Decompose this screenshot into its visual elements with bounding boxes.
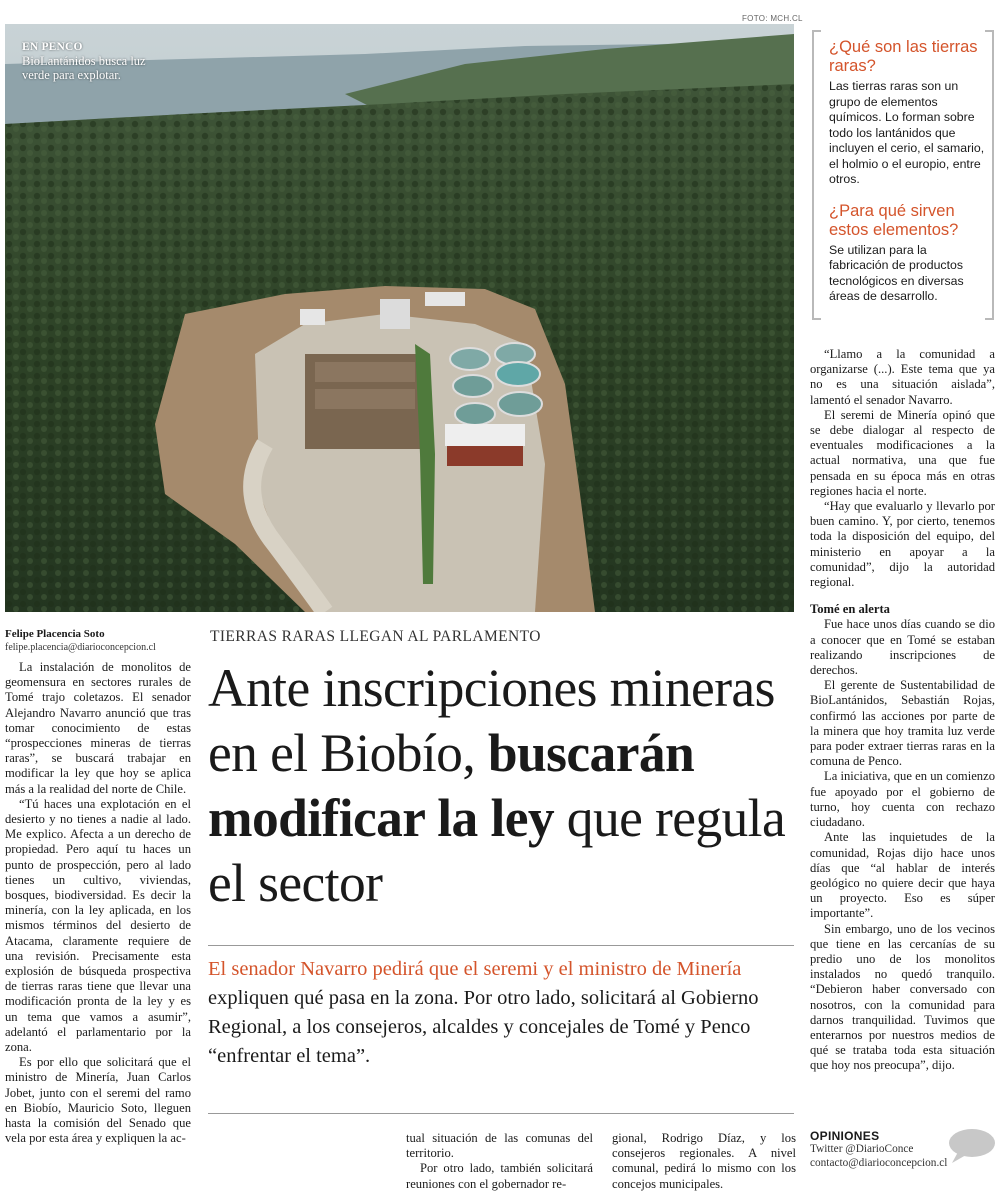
deck [208, 955, 794, 1071]
headline-part-1: Ante inscripciones mineras en el Biobío, [208, 658, 775, 783]
deck-accent: El senador Navarro pedirá que el seremi y el ministro de Minería [208, 958, 742, 980]
deck-rule-top [208, 945, 794, 946]
facts-sidebar [812, 30, 994, 318]
body-column-mid-2 [612, 1131, 796, 1192]
paragraph: Ante las inquietudes de la comunidad, Rojas dijo hace unos días que “al hablar de interés geológico no quiere decir que haya un proyecto. Eso es súper importante”. [810, 830, 995, 921]
paragraph: tual situación de las comunas del territorio. [406, 1131, 593, 1161]
author-name: Felipe Placencia Soto [5, 628, 105, 640]
sidebar-bracket-left [812, 30, 821, 320]
sidebar-question-2: ¿Para qué sirven estos elementos? [829, 201, 959, 239]
photo-caption-text: BioLantánidos busca luz verde para explotar. [22, 54, 146, 82]
paragraph: El gerente de Sustentabilidad de BioLantánidos, Sebastián Rojas, confirmó las acciones por parte de la minera que hoy tramita luz verde para poder extraer tierras raras en la comuna de Penco. [810, 678, 995, 769]
body-column-left [5, 660, 191, 1147]
kicker: TIERRAS RARAS LLEGAN AL PARLAMENTO [210, 628, 541, 645]
subhead: Tomé en alerta [810, 602, 890, 617]
headline [208, 656, 808, 916]
paragraph: “Llamo a la comunidad a organizarse (...). Este tema que ya no es una situación aislada”, lamentó el senador Navarro. [810, 347, 995, 407]
paragraph: Es por ello que solicitará que el ministro de Minería, Juan Carlos Jobet, junto con el seremi del ramo en Biobío, Mauricio Soto, lleguen hasta la comisión del Senado que vela por esta área y expliquen la ac- [5, 1055, 191, 1146]
paragraph: La instalación de monolitos de geomensura en sectores rurales de Tomé trajo coletazos. El senador Alejandro Navarro anunció que tras tomar conocimiento de estas “prospecciones mineras de tierras raras”, se buscará trabajar en modificar la ley que hoy se aplica más a la realidad del norte de Chile. [5, 660, 191, 796]
sidebar-answer-1: Las tierras raras son un grupo de elementos químicos. Lo forman sobre todo los lantánidos que incluyen el cerio, el samario, el holmio o el europio, entre otros. [829, 79, 985, 186]
paragraph: gional, Rodrigo Díaz, y los consejeros regionales. A nivel comunal, pedirá lo mismo con los concejos municipales. [612, 1131, 796, 1191]
deck-rest: expliquen qué pasa en la zona. Por otro lado, solicitará al Gobierno Regional, a los consejeros, alcaldes y concejales de Tomé y Penco “enfrentar el tema”. [208, 987, 759, 1067]
paragraph: “Hay que evaluarlo y llevarlo por buen camino. Y, por cierto, tenemos toda la disposición del equipo, del ministerio en apoyar a la comunidad”, dijo la autoridad regional. [810, 499, 995, 590]
author-email: felipe.placencia@diarioconcepcion.cl [5, 642, 156, 653]
photo-caption-head: EN PENCO [22, 41, 83, 53]
opinions-twitter[interactable]: Twitter @DiarioConce [810, 1143, 914, 1155]
sidebar-answer-2: Se utilizan para la fabricación de productos tecnológicos en diversas áreas de desarrollo. [829, 242, 964, 303]
opinions-contact[interactable]: contacto@diarioconcepcion.cl [810, 1156, 948, 1169]
paragraph: La iniciativa, que en un comienzo fue apoyado por el gobierno de turno, hoy cuenta con rechazo ciudadano. [810, 769, 995, 830]
headline-bold: buscarán modificar la ley [208, 723, 695, 848]
aerial-photo [5, 24, 794, 612]
paragraph: Fue hace unos días cuando se dio a conocer que en Tomé se estaban realizando inscripciones de derechos. [810, 617, 995, 678]
paragraph: Por otro lado, también solicitará reuniones con el gobernador re- [406, 1161, 593, 1191]
paragraph: Sin embargo, uno de los vecinos que tiene en las cercanías de su predio uno de los monolitos instalados no quedó tranquilo. “Debieron haber conversado con nosotros, con la comunidad para darnos tranquilidad. Tuvimos que enterarnos por nuestros medios de qué se trataba toda esta situación que hoy nos preocupa”, dijo. [810, 921, 995, 1073]
sidebar-content [829, 38, 989, 319]
paragraph: “Tú haces una explotación en el desierto y no tienes a nadie al lado. Me explico. Afecta a un derecho de propiedad. Pero aquí tu haces un punto de prospección, pero al lado tienes un cultivo, viviendas, bosques, biodiversidad. Es decir la minería, con la ley aplicada, en los mismos términos del desierto de Atacama, claramente requiere de una revisión. Precisamente esta explosión de búsqueda prospectiva de tierras raras tiene que llevar una modificación pronta de la ley y es un tema que vamos a asumir”, adelantó el parlamentario por la zona. [5, 796, 191, 1055]
photo-caption [22, 40, 162, 82]
sidebar-question-1: ¿Qué son las tierras raras? [829, 38, 978, 75]
byline [5, 628, 195, 654]
paragraph: El seremi de Minería opinó que se debe dialogar al respecto de eventuales modificaciones a la actual normativa, una que fue pensada en su época más en otras regiones hacia el norte. [810, 407, 995, 498]
photo-credit: FOTO: MCH.CL [742, 14, 803, 23]
opinions-title: OPINIONES [810, 1129, 880, 1143]
body-column-right [810, 347, 995, 1074]
headline-part-2: que regula el sector [208, 788, 786, 913]
speech-bubble-icon [946, 1126, 996, 1166]
body-column-mid-1 [406, 1131, 593, 1192]
deck-rule-bottom [208, 1113, 794, 1114]
